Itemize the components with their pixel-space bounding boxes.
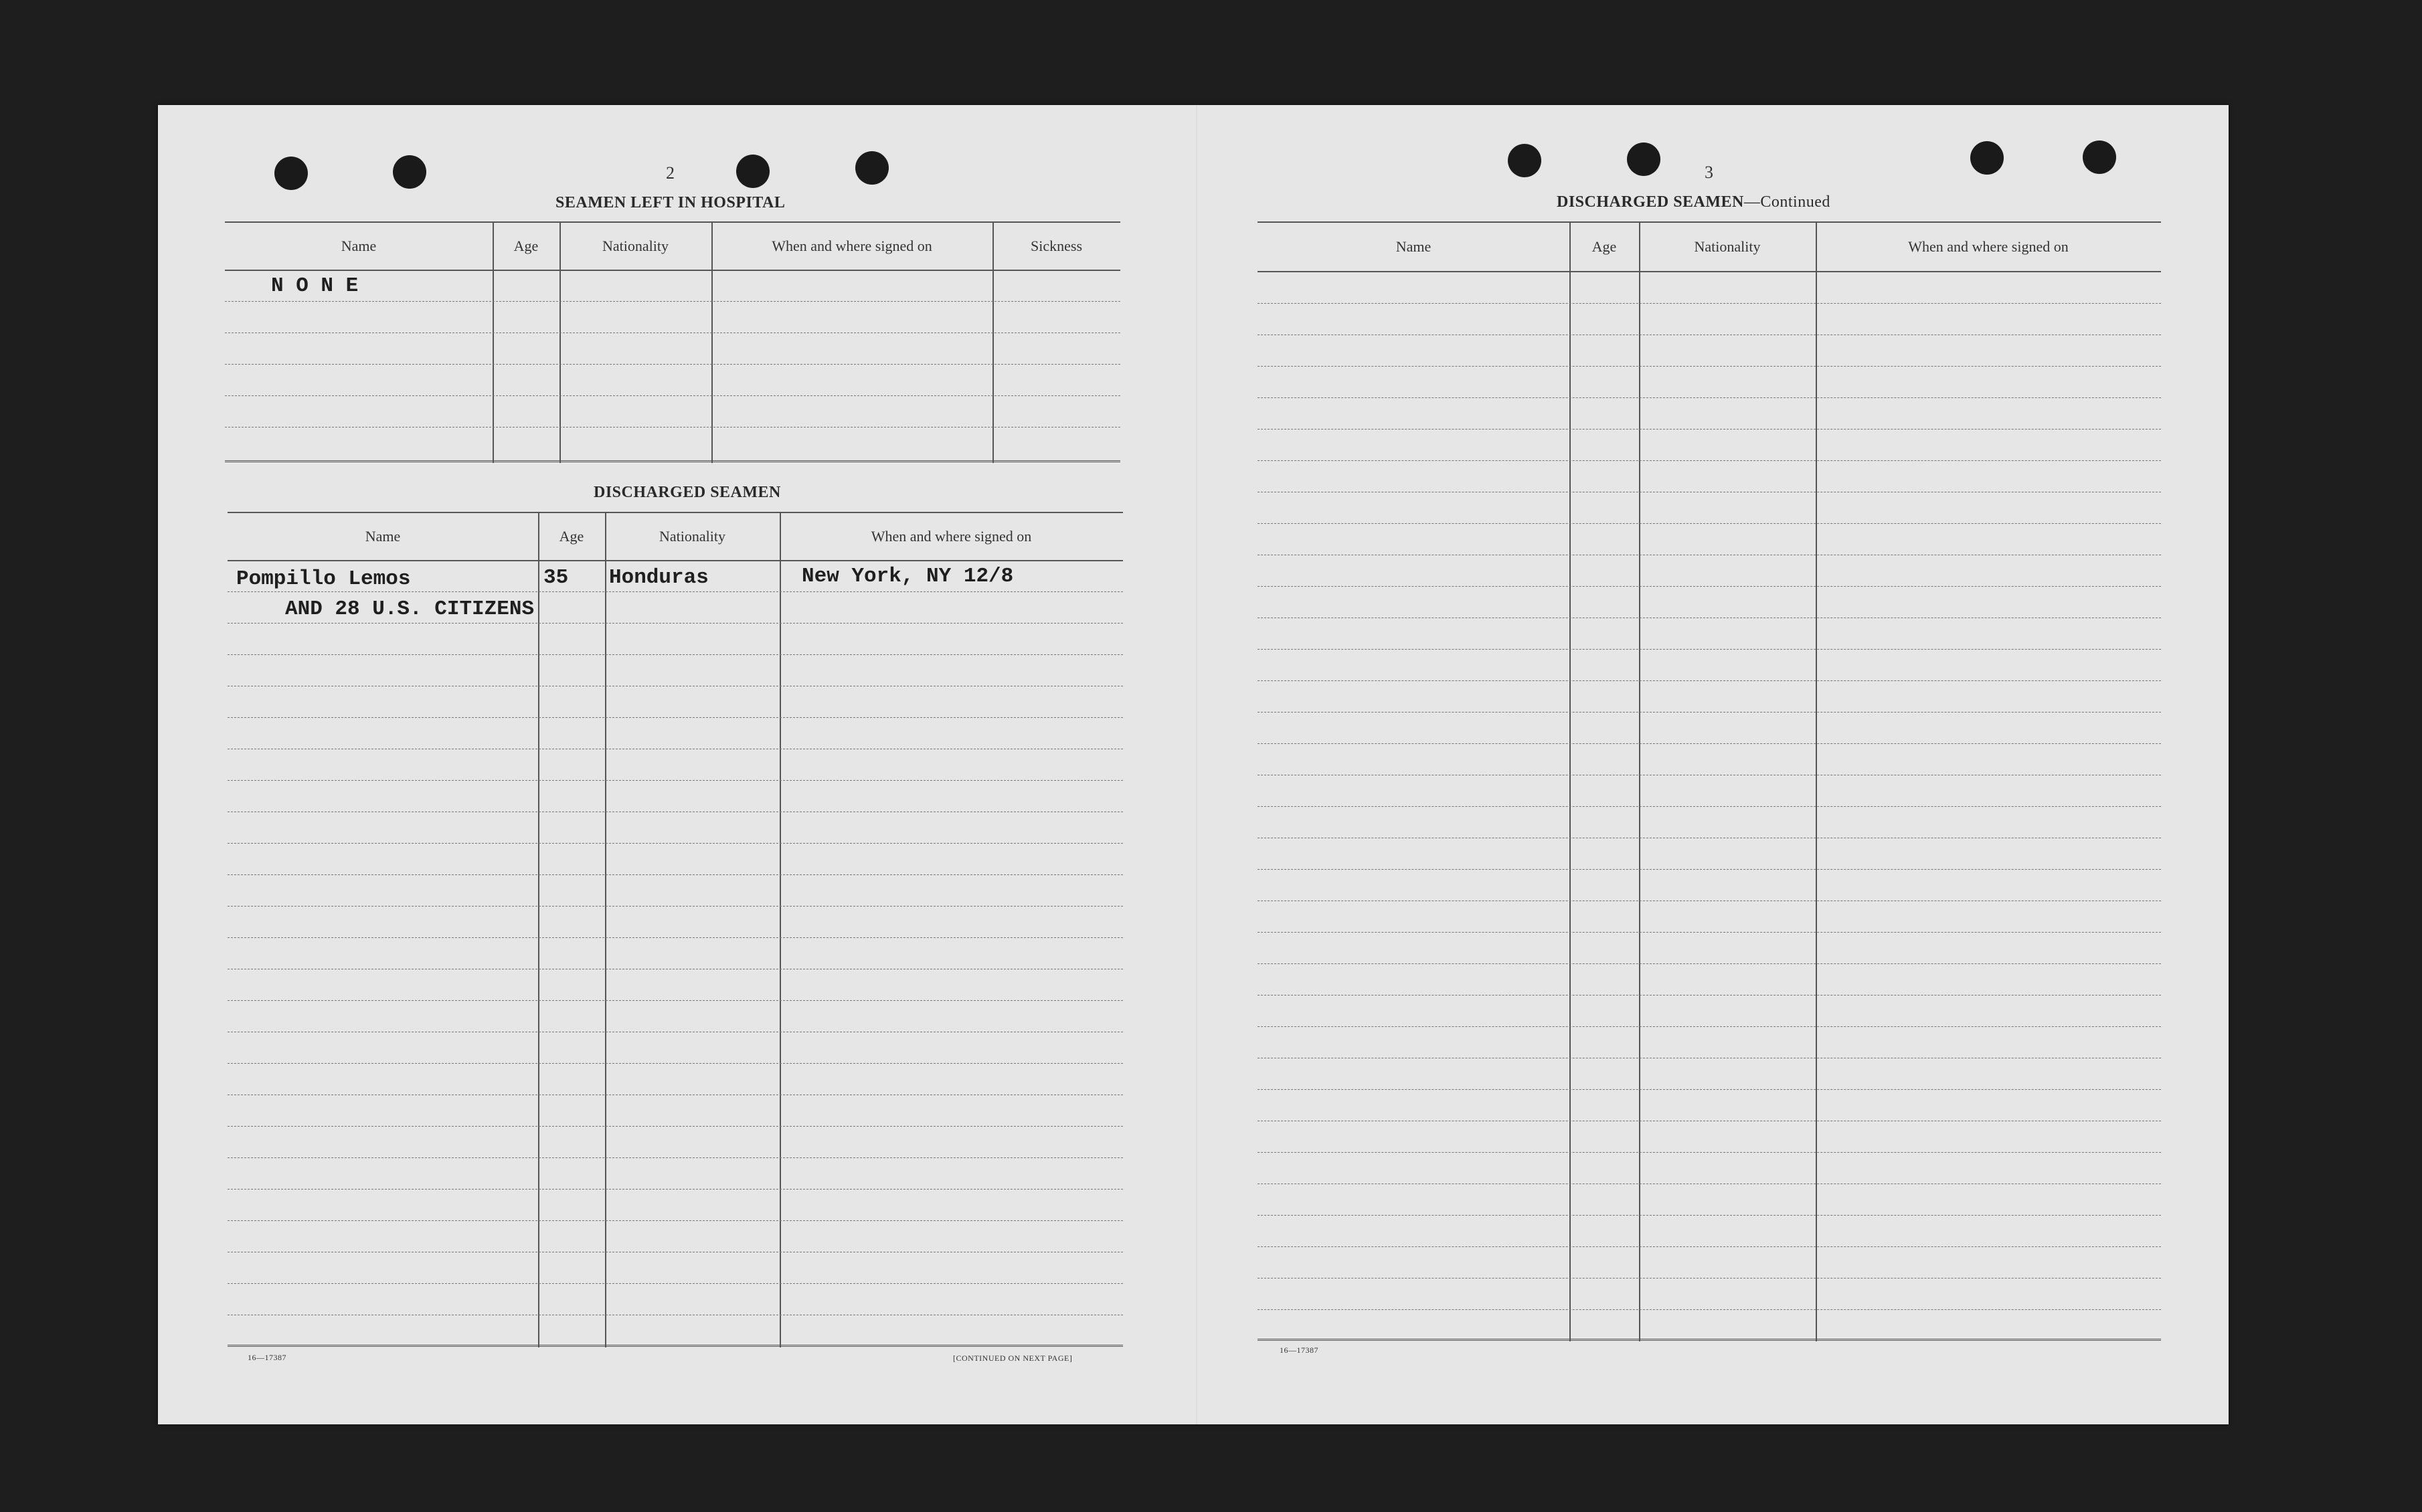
row-line (1258, 460, 2161, 461)
row-line (1258, 649, 2161, 650)
col-header-sickness: Sickness (1031, 238, 1082, 254)
row-line (1258, 869, 2161, 870)
hospital-section-title: SEAMEN LEFT IN HOSPITAL (555, 194, 786, 211)
row-line (1258, 586, 2161, 587)
row-line (228, 843, 1123, 844)
row-line (1258, 366, 2161, 367)
column-divider (605, 513, 606, 1347)
col-header-name: Name (1395, 238, 1432, 255)
hospital-header-row (225, 223, 1120, 271)
col-header-name: Name (341, 238, 377, 254)
col-header-name: Name (365, 528, 401, 545)
table-bottom-rule (1258, 1339, 2161, 1341)
table-bottom-rule (225, 460, 1120, 462)
row-line (1258, 932, 2161, 933)
form-number-right: 16—17387 (1280, 1345, 1318, 1355)
col-header-nationality: Nationality (602, 238, 669, 254)
discharged-row-nationality: Honduras (609, 566, 709, 589)
hospital-table (225, 221, 1120, 463)
row-line (228, 1283, 1123, 1284)
right-title-suffix: —Continued (1743, 193, 1830, 211)
discharged-header-row (228, 513, 1123, 561)
row-line (1258, 1152, 2161, 1153)
row-line (1258, 303, 2161, 304)
row-line (1258, 743, 2161, 744)
row-line (225, 364, 1120, 365)
right-title-main: DISCHARGED SEAMEN (1557, 193, 1744, 211)
hospital-entry-none: N O N E (271, 274, 359, 298)
row-line (228, 1000, 1123, 1001)
row-line (1258, 1278, 2161, 1279)
form-number-left: 16—17387 (248, 1353, 286, 1362)
discharged-note: AND 28 U.S. CITIZENS (285, 597, 535, 621)
punch-hole (393, 155, 426, 189)
row-line (1258, 995, 2161, 996)
col-header-nationality: Nationality (1694, 238, 1761, 255)
discharged-row-age: 35 (543, 566, 569, 589)
punch-hole (855, 151, 889, 185)
row-line (1258, 1309, 2161, 1310)
discharged-continued-table (1258, 221, 2161, 1341)
column-divider (1569, 223, 1571, 1341)
row-line (228, 1157, 1123, 1158)
row-line (228, 717, 1123, 718)
punch-hole (1627, 143, 1660, 176)
discharged-row-signed-on: New York, NY 12/8 (802, 565, 1014, 588)
row-line (1258, 1089, 2161, 1090)
column-divider (780, 513, 781, 1347)
row-line (225, 395, 1120, 396)
row-line (1258, 523, 2161, 524)
punch-hole (1508, 144, 1541, 177)
page-spine (1196, 105, 1197, 1424)
col-header-signed-on: When and where signed on (871, 528, 1032, 545)
row-line (1258, 1215, 2161, 1216)
row-line (1258, 806, 2161, 807)
row-line (225, 301, 1120, 302)
page-number-left: 2 (666, 163, 675, 183)
row-line (228, 623, 1123, 624)
punch-hole (2083, 140, 2116, 174)
table-bottom-rule (228, 1345, 1123, 1347)
discharged-row-name: Pompillo Lemos (236, 567, 411, 591)
punch-hole (274, 157, 308, 190)
column-divider (1639, 223, 1640, 1341)
row-line (228, 874, 1123, 875)
continued-header-row (1258, 223, 2161, 272)
col-header-signed-on: When and where signed on (1908, 238, 2069, 255)
row-line (1258, 963, 2161, 964)
row-line (228, 1220, 1123, 1221)
right-section-title (1557, 193, 1830, 211)
column-divider (538, 513, 539, 1347)
row-line (1258, 680, 2161, 681)
continued-note: [CONTINUED ON NEXT PAGE] (953, 1353, 1073, 1363)
discharged-table (228, 512, 1123, 1347)
row-line (1258, 1026, 2161, 1027)
col-header-nationality: Nationality (659, 528, 725, 545)
row-line (1258, 1246, 2161, 1247)
discharged-section-title: DISCHARGED SEAMEN (594, 484, 781, 501)
page-number-right: 3 (1705, 163, 1713, 182)
col-header-age: Age (559, 528, 584, 545)
row-line (225, 427, 1120, 428)
row-line (228, 1189, 1123, 1190)
row-line (228, 906, 1123, 907)
row-line (228, 1063, 1123, 1064)
column-divider (1816, 223, 1817, 1341)
row-line (1258, 397, 2161, 398)
col-header-age: Age (1591, 238, 1617, 255)
punch-hole (736, 155, 770, 188)
row-line (228, 937, 1123, 938)
col-header-signed-on: When and where signed on (772, 238, 932, 254)
punch-hole (1970, 141, 2004, 175)
row-line (1258, 429, 2161, 430)
row-line (228, 591, 1123, 592)
row-line (1258, 712, 2161, 713)
row-line (228, 654, 1123, 655)
row-line (228, 780, 1123, 781)
col-header-age: Age (513, 238, 539, 254)
row-line (228, 1126, 1123, 1127)
